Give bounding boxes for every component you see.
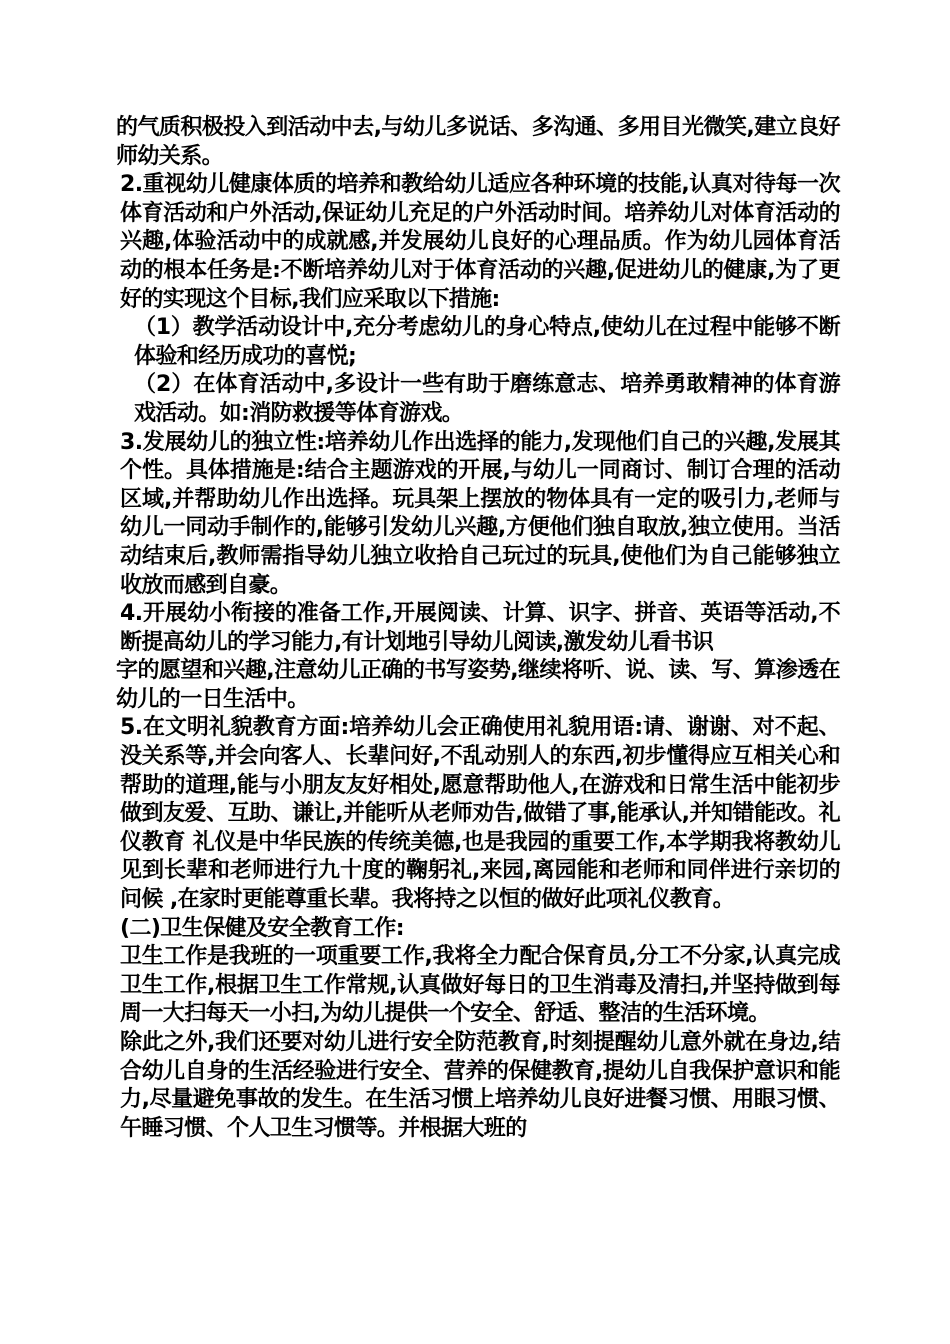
document-page (116, 114, 840, 1143)
paragraph-safety: 除此之外,我们还要对幼儿进行安全防范教育,时刻提醒幼儿意外就在身边,结合幼儿自身的生活经验进行安全、营养的保健教育,提幼儿自我保护意识和能力,尽量避免事故的发生。在生活习惯上培养幼儿良好进餐习惯、用眼习惯、午睡习惯、个人卫生习惯等。并根据大班的 (120, 1030, 840, 1141)
paragraph-subitem-1: （1）教学活动设计中,充分考虑幼儿的身心特点,使幼儿在过程中能够不断体验和经历成功的喜悦; (134, 315, 840, 369)
section-heading: (二)卫生保健及安全教育工作: (120, 915, 404, 941)
paragraph-hygiene: 卫生工作是我班的一项重要工作,我将全力配合保育员,分工不分家,认真完成卫生工作,根据卫生工作常规,认真做好每日的卫生消毒及清扫,并坚持做到每周一大扫每天一小扫,为幼儿提供一个安全、舒适、整洁的生活环境。 (120, 944, 840, 1027)
paragraph-item-4: 4.开展幼小衔接的准备工作,开展阅读、计算、识字、拼音、英语等活动,不断提高幼儿的学习能力,有计划地引导幼儿阅读,激发幼儿看书识 (120, 601, 840, 655)
paragraph-item-4-continued: 字的愿望和兴趣,注意幼儿正确的书写姿势,继续将听、说、读、写、算渗透在幼儿的一日生活中。 (116, 658, 840, 712)
paragraph-item-2: 2.重视幼儿健康体质的培养和教给幼儿适应各种环境的技能,认真对待每一次体育活动和户外活动,保证幼儿充足的户外活动时间。培养幼儿对体育活动的兴趣,体验活动中的成就感,并发展幼儿良好的心理品质。作为幼儿园体育活动的根本任务是:不断培养幼儿对于体育活动的兴趣,促进幼儿的健康,为了更好的实现这个目标,我们应采取以下措施: (120, 172, 840, 312)
paragraph-item-5: 5.在文明礼貌教育方面:培养幼儿会正确使用礼貌用语:请、谢谢、对不起、没关系等,并会向客人、长辈问好,不乱动别人的东西,初步懂得应互相关心和帮助的道理,能与小朋友友好相处,愿意帮助他人,在游戏和日常生活中能初步做到友爱、互助、谦让,并能听从老师劝告,做错了事,能承认,并知错能改。礼仪教育 礼仪是中华民族的传统美德,也是我园的重要工作,本学期我将教幼儿见到长辈和老师进行九十度的鞠躬礼,来园,离园能和老师和同伴进行亲切的问候 ,在家时更能尊重长辈。我将持之以恒的做好此项礼仪教育。 (120, 715, 840, 913)
paragraph-item-3: 3.发展幼儿的独立性:培养幼儿作出选择的能力,发现他们自己的兴趣,发展其个性。具体措施是:结合主题游戏的开展,与幼儿一同商讨、制订合理的活动区域,并帮助幼儿作出选择。玩具架上摆放的物体具有一定的吸引力,老师与幼儿一同动手制作的,能够引发幼儿兴趣,方便他们独自取放,独立使用。当活动结束后,教师需指导幼儿独立收拾自己玩过的玩具,使他们为自己能够独立收放而感到自豪。 (120, 429, 840, 598)
paragraph: 的气质积极投入到活动中去,与幼儿多说话、多沟通、多用目光微笑,建立良好师幼关系。 (116, 115, 840, 169)
paragraph-subitem-2: （2）在体育活动中,多设计一些有助于磨练意志、培养勇敢精神的体育游戏活动。如:消防救援等体育游戏。 (134, 372, 840, 426)
